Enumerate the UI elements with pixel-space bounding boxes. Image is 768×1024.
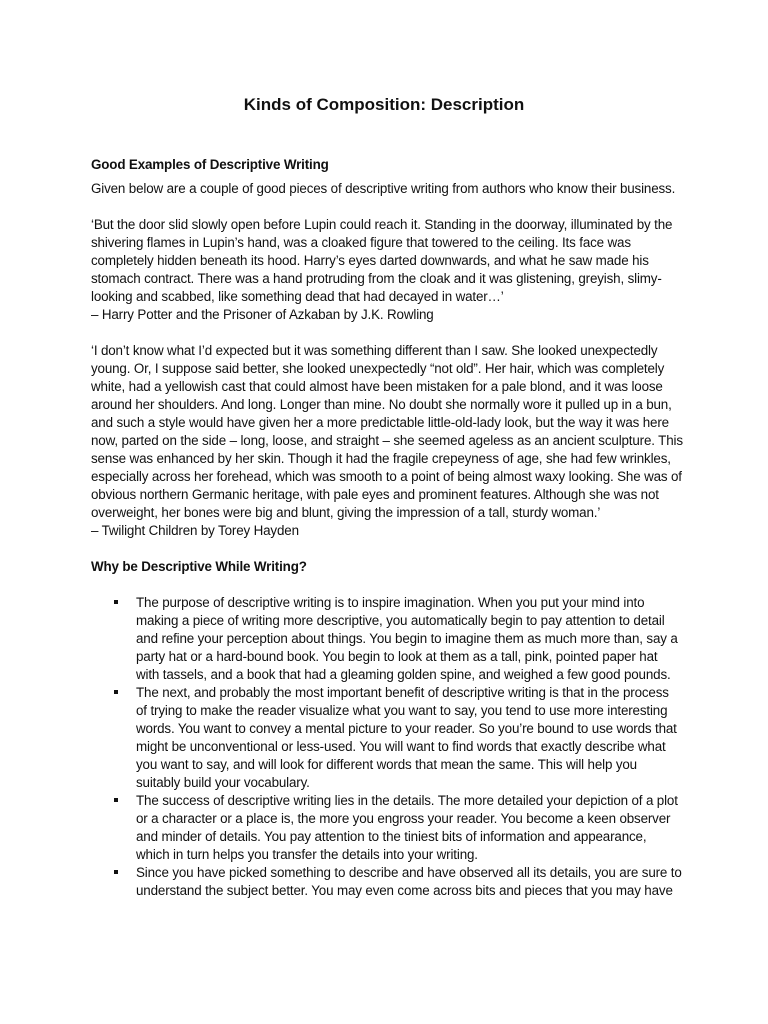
section-heading-examples: Good Examples of Descriptive Writing	[91, 157, 329, 172]
quote-source: – Twilight Children by Torey Hayden	[91, 523, 299, 538]
list-item-text: Since you have picked something to describe and have observed all its details, you are sure to understand the subject better. You may even come across bits and pieces that you may have	[136, 865, 682, 898]
list-item	[91, 792, 683, 864]
square-bullet-icon	[114, 600, 118, 604]
quote-block-hayden	[91, 342, 683, 540]
quote-text: ‘But the door slid slowly open before Lupin could reach it. Standing in the doorway, illuminated by the shivering flames in Lupin’s hand, was a cloaked figure that towered to the ceiling. Its face was completely hidden beneath its hood. Harry’s eyes darted downwards, and what he saw made his stomach contract. There was a hand protruding from the cloak and it was glistening, greyish, slimy-looking and scabbed, like something dead that had decayed in water…’	[91, 217, 673, 304]
square-bullet-icon	[114, 870, 118, 874]
list-item-text: The success of descriptive writing lies in the details. The more detailed your depiction of a plot or a character or a place is, the more you engross your reader. You become a keen observer and minder of details. You pay attention to the tiniest bits of information and appearance, which in turn helps you transfer the details into your writing.	[136, 793, 678, 862]
list-item-text: The purpose of descriptive writing is to inspire imagination. When you put your mind into making a piece of writing more descriptive, you automatically begin to pay attention to detail and refine your perception about things. You begin to imagine them as much more than, say a party hat or a hard-bound book. You begin to look at them as a tall, pink, pointed paper hat with tassels, and a book that had a gleaming golden spine, and weighed a few good pounds.	[136, 595, 678, 682]
section-heading-why: Why be Descriptive While Writing?	[91, 559, 307, 574]
list-item	[91, 864, 683, 900]
benefits-list	[91, 594, 683, 900]
intro-paragraph: Given below are a couple of good pieces of descriptive writing from authors who know their business.	[91, 181, 676, 196]
quote-text: ‘I don’t know what I’d expected but it was something different than I saw. She looked unexpectedly young. Or, I suppose said better, she looked unexpectedly “not old”. Her hair, which was completely white, had a yellowish cast that could almost have been mistaken for a pale blond, and it was loose around her shoulders. And long. Longer than mine. No doubt she normally wore it pulled up in a bun, and such a style would have given her a more predictable little-old-lady look, but the way it was here now, parted on the side – long, loose, and straight – she seemed ageless as an ancient sculpture. This sense was enhanced by her skin. Though it had the fragile crepeyness of age, she had few wrinkles, especially across her forehead, which was smooth to a point of being almost waxy looking. She was of obvious northern Germanic heritage, with pale eyes and prominent features. Although she was not overweight, her bones were big and blunt, giving the impression of a tall, sturdy woman.’	[91, 343, 683, 520]
square-bullet-icon	[114, 690, 118, 694]
document-body	[91, 156, 683, 900]
quote-source: – Harry Potter and the Prisoner of Azkaban by J.K. Rowling	[91, 307, 434, 322]
list-item	[91, 594, 683, 684]
list-item-text: The next, and probably the most important benefit of descriptive writing is that in the process of trying to make the reader visualize what you want to say, you tend to use more interesting words. You want to convey a mental picture to your reader. So you’re bound to use words that might be unconventional or less-used. You will want to find words that exactly describe what you want to say, and will look for different words that mean the same. This will help you suitably build your vocabulary.	[136, 685, 677, 790]
list-item	[91, 684, 683, 792]
page-title: Kinds of Composition: Description	[243, 95, 525, 114]
quote-block-rowling	[91, 216, 683, 324]
square-bullet-icon	[114, 798, 118, 802]
